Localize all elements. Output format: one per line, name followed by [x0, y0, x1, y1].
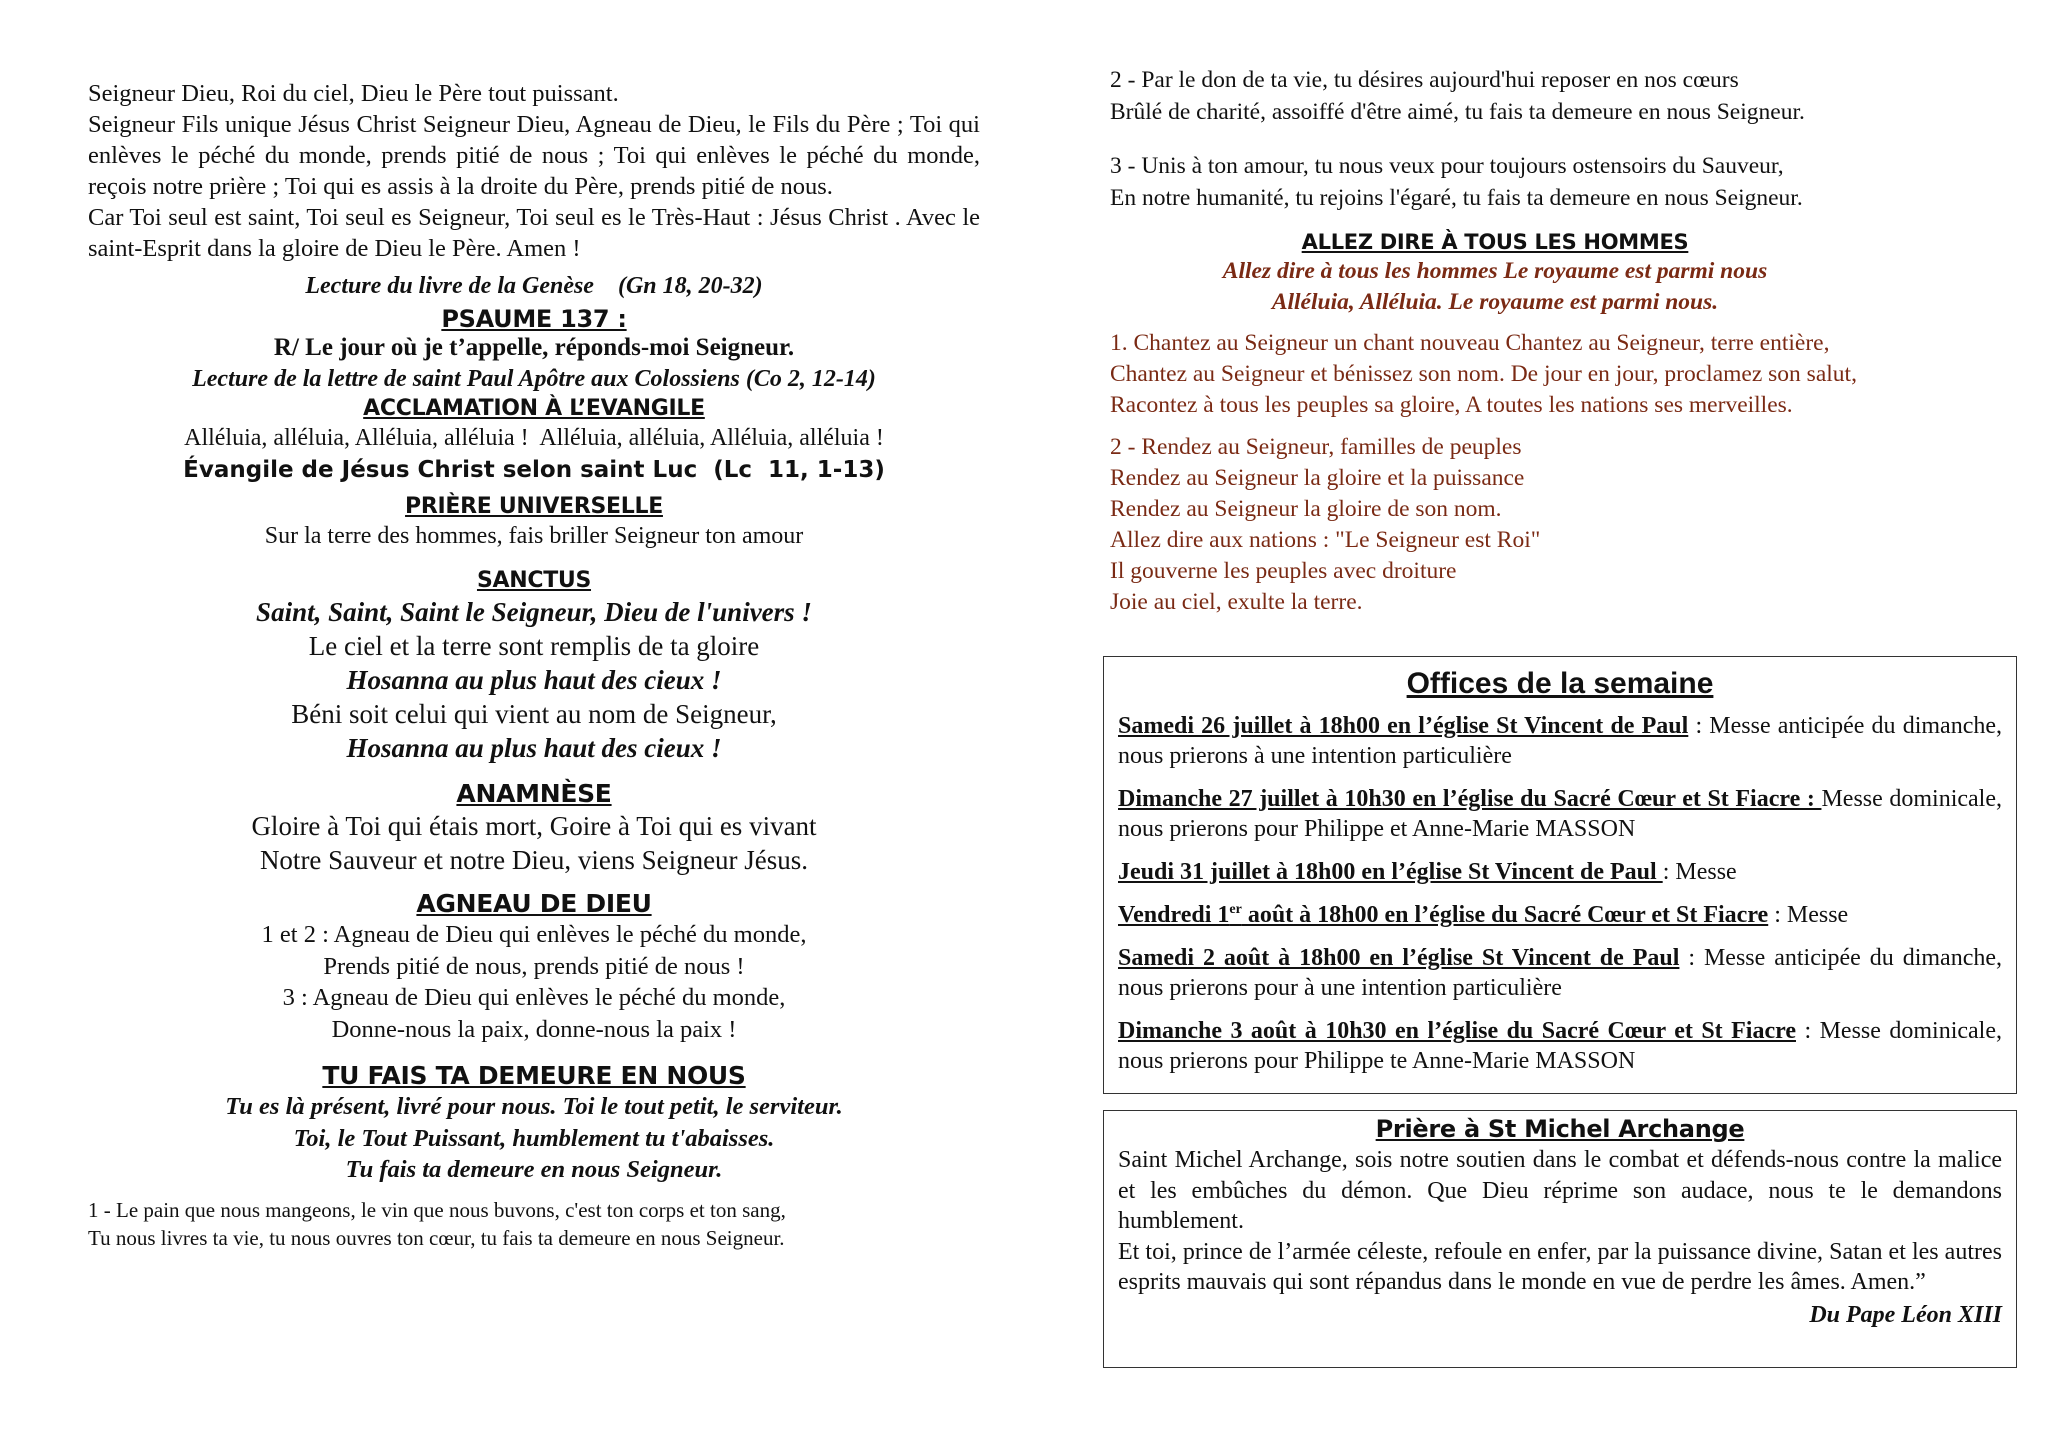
office-when: Samedi 2 août à 18h00 en l’église St Vincent de Paul: [1118, 945, 1680, 971]
demeure-title: TU FAIS TA DEMEURE EN NOUS: [322, 1061, 746, 1090]
demeure-verse-line: En notre humanité, tu rejoins l'égaré, tu fais ta demeure en nous Seigneur.: [1110, 185, 1803, 211]
gloria-line: Seigneur Dieu, Roi du ciel, Dieu le Père tout puissant.: [88, 80, 619, 107]
gloria-paragraph: Car Toi seul est saint, Toi seul es Seigneur, Toi seul es le Très-Haut : Jésus Christ . Avec le saint-Esprit dans la gloire de Dieu le Père. Amen !: [88, 204, 980, 262]
office-when: [1118, 902, 1768, 928]
allez-title: ALLEZ DIRE À TOUS LES HOMMES: [1301, 230, 1689, 254]
priere-universelle-text: Sur la terre des hommes, fais briller Seigneur ton amour: [264, 523, 804, 549]
michel-signature: Du Pape Léon XIII: [1809, 1301, 2002, 1328]
sanctus-text: [88, 595, 980, 765]
office-item: [1118, 857, 2002, 887]
evangile-reference: Évangile de Jésus Christ selon saint Luc (Lc 11, 1-13): [183, 457, 885, 483]
allez-verse-line: Joie au ciel, exulte la terre.: [1110, 589, 1363, 615]
anamnese-text: [88, 809, 980, 877]
office-when: Samedi 26 juillet à 18h00 en l’église St Vincent de Paul: [1118, 713, 1689, 739]
office-when: Dimanche 27 juillet à 10h30 en l’église du Sacré Cœur et St Fiacre :: [1118, 786, 1822, 812]
demeure-verse-line: 3 - Unis à ton amour, tu nous veux pour toujours ostensoirs du Sauveur,: [1110, 153, 1784, 179]
lecture-colossiens: Lecture de la lettre de saint Paul Apôtre aux Colossiens (Co 2, 12-14): [192, 366, 876, 392]
agneau-text: [88, 919, 980, 1045]
sanctus-title: SANCTUS: [476, 568, 592, 593]
allez-refrain-line: Allez dire à tous les hommes Le royaume est parmi nous: [1222, 258, 1768, 284]
demeure-verse-1: [88, 1196, 980, 1252]
anamnese-line: Notre Sauveur et notre Dieu, viens Seigneur Jésus.: [259, 845, 809, 875]
office-item: [1118, 711, 2002, 771]
demeure-verse-2: [1110, 64, 2010, 128]
allez-verse-line: 1. Chantez au Seigneur un chant nouveau Chantez au Seigneur, terre entière,: [1110, 330, 1830, 356]
sanctus-line: Béni soit celui qui vient au nom de Seigneur,: [291, 699, 777, 729]
offices-title: Offices de la semaine: [1406, 667, 1714, 700]
lecture-genese: Lecture du livre de la Genèse (Gn 18, 20-32): [305, 273, 763, 299]
office-what: : Messe: [1662, 859, 1737, 885]
anamnese-line: Gloire à Toi qui étais mort, Goire à Toi qui es vivant: [251, 811, 817, 841]
anamnese-title: ANAMNÈSE: [456, 779, 612, 808]
allez-verse-line: Chantez au Seigneur et bénissez son nom. De jour en jour, proclamez son salut,: [1110, 361, 1857, 387]
demeure-verse-3: [1110, 150, 2010, 214]
office-what: : Messe: [1768, 902, 1849, 928]
michel-box: [1103, 1110, 2017, 1368]
allez-verse-line: Il gouverne les peuples avec droiture: [1110, 558, 1457, 584]
michel-paragraph: Et toi, prince de l’armée céleste, refoule en enfer, par la puissance divine, Satan et les autres esprits mauvais qui sont répandus dans le monde en vue de perdre les âmes. Amen.”: [1118, 1238, 2002, 1295]
office-item: [1118, 784, 2002, 844]
office-when-sup: er: [1229, 902, 1242, 917]
allez-verse-line: Rendez au Seigneur la gloire et la puissance: [1110, 465, 1525, 491]
agneau-line: 1 et 2 : Agneau de Dieu qui enlèves le péché du monde,: [261, 921, 807, 948]
office-what: : Messe anticipée du dimanche, nous prierons à une intention particulière: [1118, 713, 2003, 769]
demeure-refrain: [88, 1091, 980, 1186]
gloria-paragraph: Seigneur Fils unique Jésus Christ Seigneur Dieu, Agneau de Dieu, le Fils du Père ; Toi qui enlèves le péché du monde, prends pitié de nous ; Toi qui enlèves le péché du monde, reçois notre prière ; Toi qui es assis à la droite du Père, prends pitié de nous.: [88, 111, 980, 200]
acclamation-text: Alléluia, alléluia, Alléluia, alléluia ! Alléluia, alléluia, Alléluia, alléluia !: [184, 425, 884, 451]
office-what: Messe dominicale, nous prierons pour Philippe et Anne-Marie MASSON: [1118, 786, 2003, 842]
offices-box: [1103, 656, 2017, 1094]
allez-verse-1: [1110, 328, 2010, 421]
allez-refrain: [1110, 256, 1880, 318]
gloria-section: [88, 78, 980, 264]
agneau-line: Donne-nous la paix, donne-nous la paix !: [331, 1015, 737, 1043]
acclamation-title: ACCLAMATION À L’EVANGILE: [363, 396, 705, 421]
agneau-title: AGNEAU DE DIEU: [416, 889, 652, 918]
sanctus-line: Hosanna au plus haut des cieux !: [346, 733, 722, 763]
allez-verse-line: 2 - Rendez au Seigneur, familles de peuples: [1110, 434, 1522, 460]
office-when: Jeudi 31 juillet à 18h00 en l’église St Vincent de Paul: [1118, 859, 1663, 885]
allez-verse-line: Rendez au Seigneur la gloire de son nom.: [1110, 496, 1502, 522]
office-item: [1118, 943, 2002, 1003]
demeure-refrain-line: Tu fais ta demeure en nous Seigneur.: [345, 1156, 723, 1183]
agneau-line: 3 : Agneau de Dieu qui enlèves le péché du monde,: [282, 984, 786, 1011]
allez-verse-line: Racontez à tous les peuples sa gloire, A toutes les nations ses merveilles.: [1110, 392, 1793, 418]
demeure-refrain-line: Tu es là présent, livré pour nous. Toi le tout petit, le serviteur.: [225, 1093, 843, 1120]
right-column: [1110, 64, 2010, 618]
michel-paragraph: Saint Michel Archange, sois notre soutien dans le combat et défends-nous contre la malice et les embûches du démon. Que Dieu réprime son audace, nous te le demandons humblement.: [1118, 1147, 2002, 1234]
office-what: : Messe anticipée du dimanche, nous prierons pour à une intention particulière: [1118, 945, 2002, 1001]
sanctus-line: Saint, Saint, Saint le Seigneur, Dieu de l'univers !: [256, 597, 812, 627]
sanctus-line: Le ciel et la terre sont remplis de ta gloire: [308, 631, 760, 661]
michel-title: Prière à St Michel Archange: [1375, 1115, 1745, 1143]
demeure-refrain-line: Toi, le Tout Puissant, humblement tu t'abaisses.: [293, 1124, 775, 1152]
allez-refrain-line: Alléluia, Alléluia. Le royaume est parmi nous.: [1271, 289, 1719, 315]
demeure-verse-line: Brûlé de charité, assoiffé d'être aimé, tu fais ta demeure en nous Seigneur.: [1110, 99, 1805, 125]
agneau-line: Prends pitié de nous, prends pitié de nous !: [323, 952, 745, 980]
demeure-verse-line: 1 - Le pain que nous mangeons, le vin que nous buvons, c'est ton corps et ton sang,: [88, 1197, 786, 1222]
priere-universelle-title: PRIÈRE UNIVERSELLE: [405, 494, 663, 519]
psaume-title: PSAUME 137 :: [441, 305, 627, 333]
office-item: [1118, 900, 2002, 930]
office-item: [1118, 1016, 2002, 1076]
office-when-part: Vendredi 1: [1118, 902, 1230, 928]
demeure-verse-line: Tu nous livres ta vie, tu nous ouvres ton cœur, tu fais ta demeure en nous Seigneur.: [88, 1225, 785, 1250]
sanctus-line: Hosanna au plus haut des cieux !: [346, 665, 722, 695]
psaume-refrain: R/ Le jour où je t’appelle, réponds-moi Seigneur.: [273, 334, 795, 361]
office-when-part: août à 18h00 en l’église du Sacré Cœur et St Fiacre: [1241, 902, 1769, 928]
left-column: [88, 78, 980, 1252]
allez-verse-2: [1110, 432, 2010, 618]
office-when: Dimanche 3 août à 10h30 en l’église du Sacré Cœur et St Fiacre: [1118, 1018, 1796, 1044]
office-what: : Messe dominicale, nous prierons pour Philippe te Anne-Marie MASSON: [1118, 1018, 2003, 1074]
demeure-verse-line: 2 - Par le don de ta vie, tu désires aujourd'hui reposer en nos cœurs: [1110, 67, 1739, 93]
allez-verse-line: Allez dire aux nations : "Le Seigneur est Roi": [1110, 527, 1541, 553]
